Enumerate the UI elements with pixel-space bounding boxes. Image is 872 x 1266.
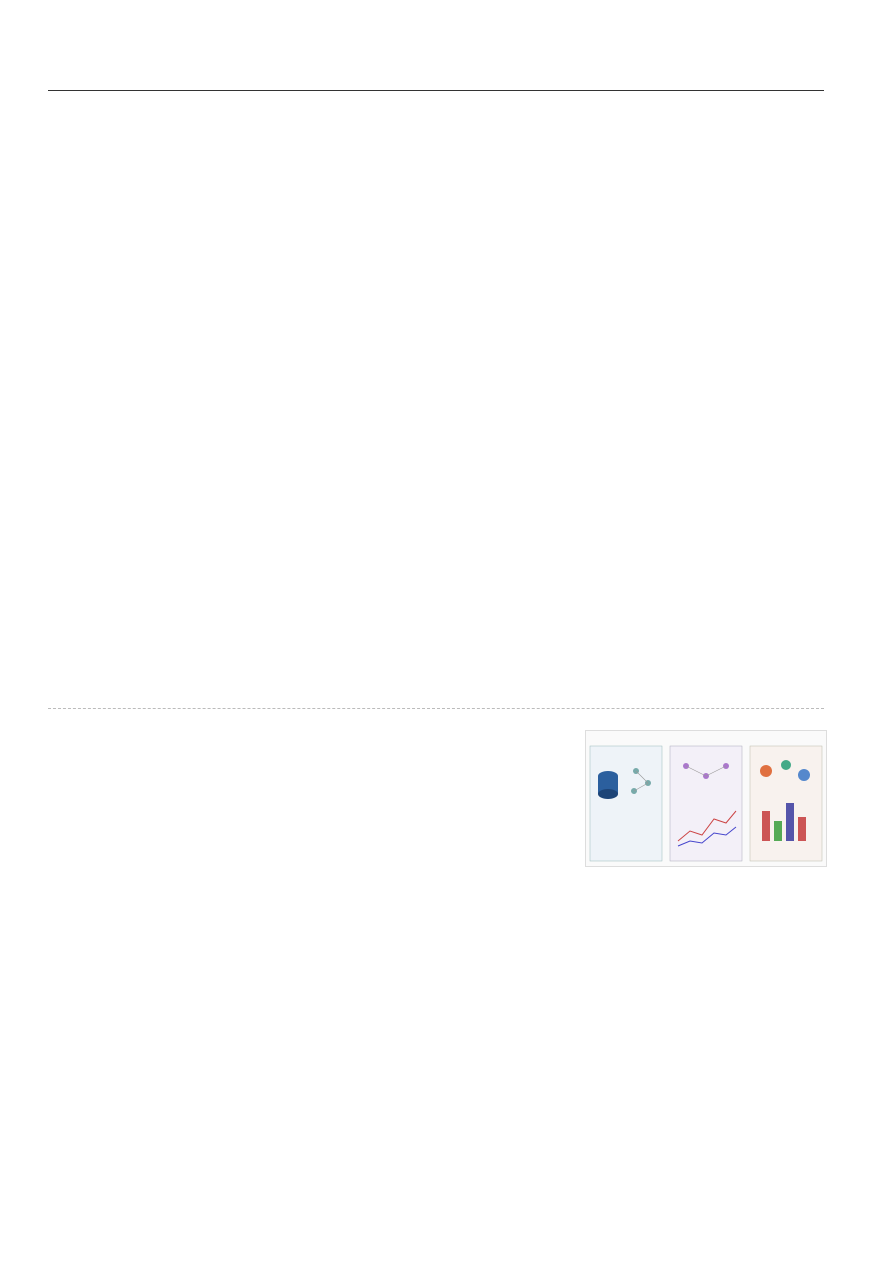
- figure-panel: [670, 746, 742, 861]
- page-header: [48, 62, 824, 91]
- figure-panel: [590, 746, 662, 861]
- article-divider: [48, 708, 824, 709]
- survey-charts: [310, 262, 570, 384]
- article2-figure: [585, 730, 827, 867]
